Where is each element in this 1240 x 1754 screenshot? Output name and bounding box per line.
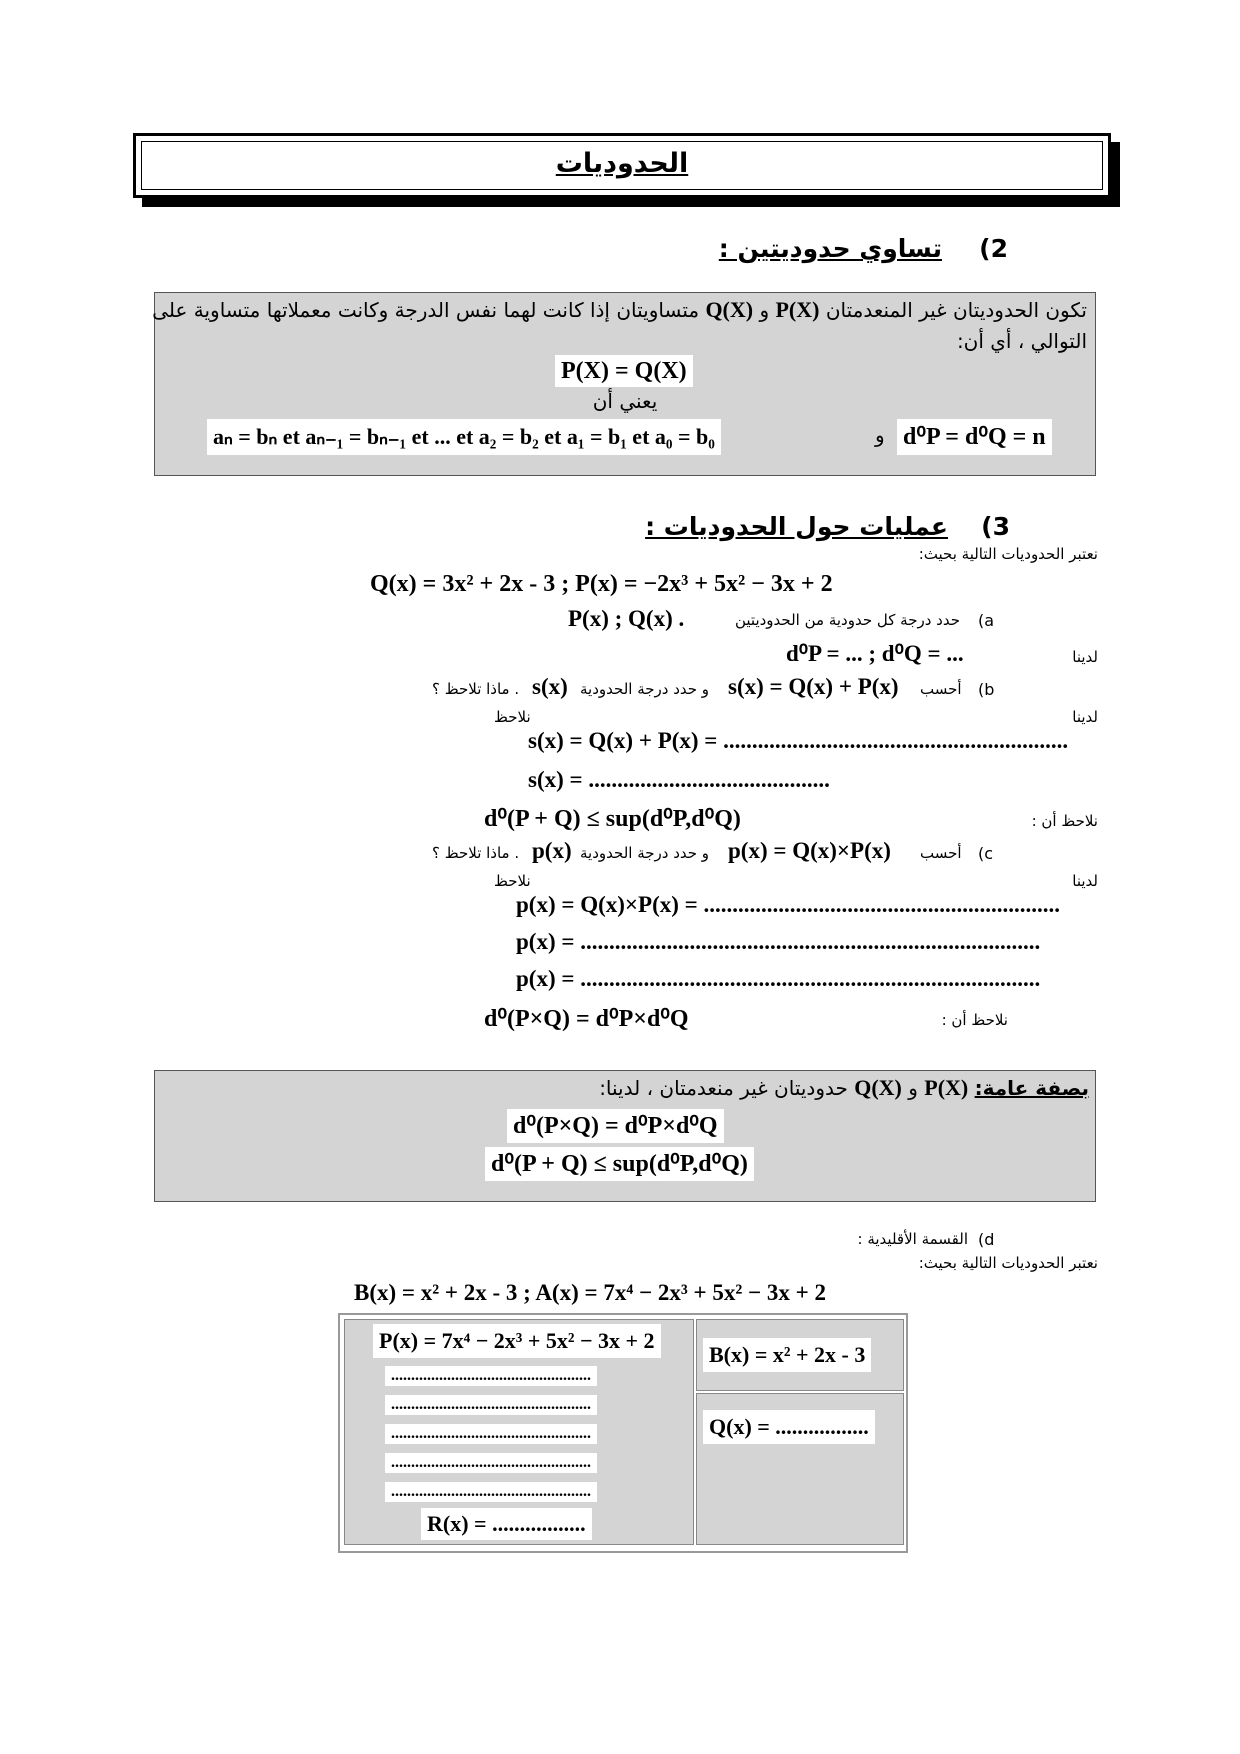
dividend-cell <box>344 1319 694 1545</box>
item-a-degrees: d⁰P = ... ; d⁰Q = ... <box>786 641 964 666</box>
means-text: يعني أن <box>592 389 658 413</box>
section2-heading: تساوي حدوديتين : <box>718 234 942 263</box>
item-c-note: نلاحظ أن : <box>941 1011 1008 1029</box>
item-c-line2: p(x) = ................................................................................ <box>516 929 1041 954</box>
section3-number: 3) <box>981 512 1010 541</box>
item-a-ladina: لدينا <box>1072 648 1098 666</box>
item-d-polynomials: B(x) = x² + 2x - 3 ; A(x) = 7x⁴ − 2x³ + 5x² − 3x + 2 <box>354 1280 826 1305</box>
dots-row: .................................................. <box>385 1482 597 1502</box>
item-b-label: (b <box>978 680 995 699</box>
item-c-math2: p(x) <box>532 838 572 863</box>
item-b-text1: أحسب <box>920 680 962 698</box>
item-b-note: نلاحظ أن : <box>1031 812 1098 830</box>
item-a-label: (a <box>978 611 995 630</box>
section3-intro: نعتبر الحدوديات التالية بحيث: <box>918 545 1098 563</box>
item-c-line3: p(x) = ................................................................................ <box>516 966 1041 991</box>
item-b-ladina: لدينا <box>1072 708 1098 726</box>
item-c-text2: و حدد درجة الحدودية <box>580 844 710 862</box>
degree-formula: d⁰P = d⁰Q = n <box>897 419 1052 455</box>
item-c-math1: p(x) = Q(x)×P(x) <box>728 838 891 863</box>
coef-and: و <box>875 423 885 447</box>
general-and: و <box>908 1076 918 1100</box>
section2-number: 2) <box>979 234 1008 263</box>
def-text1: تكون الحدوديتان غير المنعدمتان <box>825 298 1087 322</box>
general-qx: Q(X) <box>854 1075 902 1100</box>
general-px: P(X) <box>924 1075 969 1100</box>
item-c-nolahid: نلاحظ <box>494 872 531 890</box>
item-c-text3: . ماذا تلاحظ ؟ <box>432 844 520 862</box>
dots-row: .................................................. <box>385 1453 597 1473</box>
section3-heading: عمليات حول الحدوديات : <box>645 512 948 541</box>
item-c-line1: p(x) = Q(x)×P(x) = .............................................................. <box>516 892 1061 917</box>
general-label: بصفة عامة: <box>974 1076 1089 1100</box>
item-a-math: P(x) ; Q(x) . <box>568 606 685 631</box>
item-b-nolahid: نلاحظ <box>494 708 531 726</box>
page-title: الحدوديات <box>555 148 689 179</box>
item-d-intro: نعتبر الحدوديات التالية بحيث: <box>918 1254 1098 1272</box>
item-b-line2: s(x) = .......................................... <box>528 767 830 792</box>
section3-polynomials: Q(x) = 3x² + 2x - 3 ; P(x) = −2x³ + 5x² − 3x + 2 <box>370 571 833 597</box>
general-line <box>599 1075 1089 1101</box>
dots-row: .................................................. <box>385 1366 597 1386</box>
item-d-label: (d <box>978 1230 995 1249</box>
divisor: B(x) = x² + 2x - 3 <box>703 1338 871 1372</box>
def-text2: متساويتان إذا كانت لهما نفس الدرجة وكانت معملاتها متساوية على <box>152 298 700 322</box>
item-b-math1: s(x) = Q(x) + P(x) <box>728 674 899 699</box>
remainder: R(x) = ................. <box>421 1508 592 1540</box>
general-eq1: d⁰(P×Q) = d⁰P×d⁰Q <box>507 1109 724 1143</box>
quotient: Q(x) = ................. <box>703 1410 875 1444</box>
dots-row: .................................................. <box>385 1424 597 1444</box>
def-and: و <box>759 298 770 322</box>
item-b-line1: s(x) = Q(x) + P(x) = ............................................................ <box>528 728 1069 753</box>
equality-definition-box <box>154 292 1096 476</box>
equality-formula: P(X) = Q(X) <box>555 355 693 387</box>
general-eq2: d⁰(P + Q) ≤ sup(d⁰P,d⁰Q) <box>485 1147 754 1181</box>
general-result-box <box>154 1070 1096 1202</box>
item-a-text: حدد درجة كل حدودية من الحدوديتين <box>734 611 960 629</box>
item-b-text3: . ماذا تلاحظ ؟ <box>432 680 520 698</box>
definition-line1 <box>152 297 1087 323</box>
item-b-result: d⁰(P + Q) ≤ sup(d⁰P,d⁰Q) <box>484 806 741 832</box>
coefficients-formula: aₙ = bₙ et aₙ₋₁ = bₙ₋₁ et ... et a₂ = b₂ et a₁ = b₁ et a₀ = b₀ <box>207 419 721 455</box>
divisor-cell <box>696 1319 904 1391</box>
item-b-math2: s(x) <box>532 674 568 699</box>
dividend: P(x) = 7x⁴ − 2x³ + 5x² − 3x + 2 <box>373 1324 661 1358</box>
item-c-text1: أحسب <box>920 844 962 862</box>
general-text: حدوديتان غير منعدمتان ، لدينا: <box>599 1076 848 1100</box>
def-px: P(X) <box>775 297 820 322</box>
quotient-cell <box>696 1393 904 1545</box>
dots-row: .................................................. <box>385 1395 597 1415</box>
item-d-heading: القسمة الأقليدية : <box>857 1230 968 1248</box>
definition-line2: التوالي ، أي أن: <box>956 329 1087 353</box>
item-c-result: d⁰(P×Q) = d⁰P×d⁰Q <box>484 1006 689 1032</box>
item-b-text2: و حدد درجة الحدودية <box>580 680 710 698</box>
division-table <box>338 1313 908 1553</box>
item-c-label: (c <box>978 844 994 863</box>
item-c-ladina: لدينا <box>1072 872 1098 890</box>
def-qx: Q(X) <box>705 297 754 322</box>
title-box <box>133 133 1111 198</box>
